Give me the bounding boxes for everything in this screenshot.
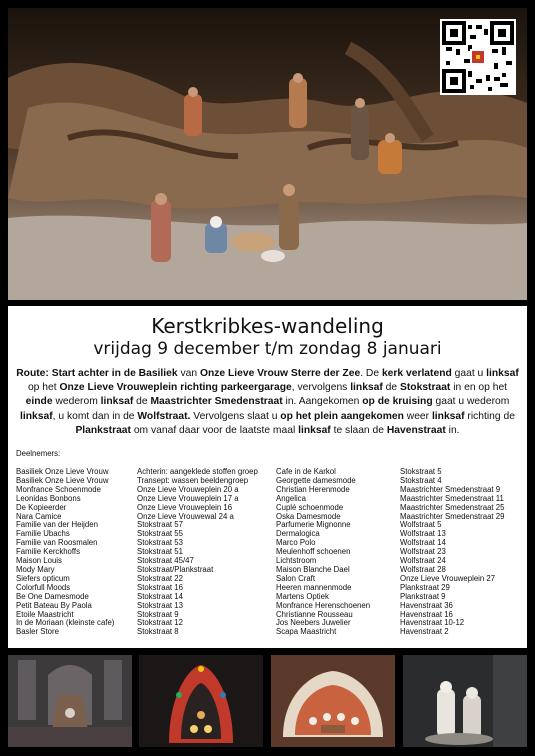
- route-segment: richting de: [464, 410, 515, 422]
- route-segment: Onze Lieve Vrouw Sterre der Zee: [199, 368, 361, 379]
- route-segment: linksaf: [298, 424, 331, 436]
- route-segment: , u komt dan in de: [52, 410, 138, 422]
- participants-names-column-2: [276, 468, 370, 637]
- route-segment: Route: Start achter in de Basiliek: [16, 368, 178, 379]
- participant-location: Stokstraat 14: [137, 591, 183, 601]
- participant-location: Stokstraat/Plankstraat: [137, 564, 214, 574]
- participant-name: Salon Craft: [276, 573, 316, 583]
- route-description: [14, 367, 521, 438]
- route-segment: de: [133, 396, 151, 408]
- route-segment: te slaan de: [330, 424, 387, 436]
- participant-name: Familie van der Heijden: [16, 520, 98, 530]
- participant-location: Stokstraat 9: [137, 609, 179, 619]
- route-segment: Onze Lieve Vrouweplein richting parkeergarage: [59, 382, 292, 394]
- participant-name: Colorfull Moods: [16, 582, 71, 592]
- participant-location: Wolfstraat 23: [400, 547, 446, 557]
- participant-name: Angelica: [276, 493, 306, 503]
- participant-name: Be One Damesmode: [16, 591, 89, 601]
- route-segment: Wolfstraat.: [137, 410, 191, 422]
- participant-name: Familie Ubachs: [16, 529, 70, 539]
- route-segment: kerk verlatend: [381, 368, 452, 379]
- participant-name: Georgette damesmode: [276, 475, 356, 485]
- participant-name: Marco Polo: [276, 538, 316, 548]
- participant-name: Jos Neebers Juwelier: [276, 618, 351, 628]
- page-title: Kerstkribkes-wandeling: [151, 314, 384, 338]
- participant-location: Plankstraat 29: [400, 582, 450, 592]
- route-segment: Havenstraat: [386, 424, 446, 436]
- participants-locations-column-2: [400, 468, 504, 637]
- route-segment: gaat u wederom: [432, 396, 510, 408]
- participant-location: Wolfstraat 5: [400, 520, 442, 530]
- route-segment: linksaf: [431, 410, 465, 422]
- participant-name: Maison Blanche Dael: [276, 564, 350, 574]
- participant-location: Plankstraat 9: [400, 591, 446, 601]
- photo-red-archway-crib: [139, 655, 263, 747]
- route-segment: weer: [403, 410, 432, 422]
- participant-name: Parfumerie Mignonne: [276, 520, 351, 530]
- route-segment: linksaf: [20, 410, 53, 422]
- participant-location: Wolfstraat 24: [400, 556, 446, 566]
- participants-locations-column: [137, 468, 258, 637]
- participant-location: Achterin: aangeklede stoffen groep: [137, 467, 258, 476]
- participant-name: Monfrance Herenschoenen: [276, 600, 371, 610]
- participant-location: Stokstraat 16: [137, 582, 183, 592]
- route-segment: in. Aangekomen: [282, 396, 363, 408]
- participant-location: Stokstraat 22: [137, 573, 183, 583]
- route-segment: einde: [25, 396, 53, 408]
- participant-name: De Kopieerder: [16, 502, 67, 512]
- photo-grotto-crib: [271, 655, 395, 747]
- participant-name: Familie van Roosmalen: [16, 538, 98, 548]
- participant-location: Maastrichter Smedenstraat 11: [400, 493, 504, 503]
- route-segment: Stokstraat: [400, 382, 451, 394]
- participant-name: Cafe in de Karkol: [276, 467, 336, 476]
- participant-location: Maastrichter Smedenstraat 9: [400, 484, 501, 494]
- participant-location: Stokstraat 53: [137, 538, 183, 548]
- participant-name: Monfrance Schoenmode: [16, 484, 101, 494]
- participant-location: Wolfstraat 28: [400, 564, 446, 574]
- participant-name: Basler Store: [16, 627, 59, 637]
- participant-name: Meulenhoff schoenen: [276, 547, 351, 557]
- photo-white-figures-crib: [403, 655, 527, 747]
- participant-name: Oska Damesmode: [276, 511, 341, 521]
- participant-location: Havenstraat 10-12: [400, 618, 465, 628]
- participants-label: Deelnemers:: [16, 449, 61, 458]
- route-segment: wederom: [52, 396, 101, 408]
- participant-location: Onze Lieve Vrouweplein 16: [137, 502, 233, 512]
- info-panel: [8, 306, 527, 648]
- participant-name: Nara Camice: [16, 511, 62, 521]
- route-segment: linksaf: [100, 396, 134, 408]
- participant-location: Wolfstraat 13: [400, 529, 446, 539]
- participant-name: Heeren mannenmode: [276, 582, 352, 592]
- qr-code[interactable]: [440, 19, 516, 95]
- participant-location: Havenstraat 16: [400, 609, 453, 619]
- route-segment: . De: [360, 368, 382, 379]
- route-segment: van: [177, 368, 200, 379]
- photo-church-nativity: [8, 655, 132, 747]
- route-segment: op het plein aangekomen: [280, 410, 404, 422]
- participant-location: Wolfstraat 14: [400, 538, 446, 548]
- participant-name: Basiliek Onze Lieve Vrouw: [16, 467, 109, 476]
- participant-name: Maison Louis: [16, 556, 62, 566]
- participant-location: Onze Lieve Vrouwewal 24 a: [137, 511, 234, 521]
- participant-name: Familie Kerckhoffs: [16, 547, 80, 557]
- route-segment: in.: [445, 424, 460, 436]
- participant-name: Siefers opticum: [16, 573, 70, 583]
- participant-name: Martens Optiek: [276, 591, 329, 601]
- participant-name: Lichtstroom: [276, 556, 317, 566]
- route-segment: de: [382, 382, 400, 394]
- participant-location: Stokstraat 45/47: [137, 556, 194, 566]
- participant-location: Transept: wassen beeldengroep: [137, 475, 249, 485]
- participant-location: Havenstraat 2: [400, 627, 449, 637]
- route-segment: om vanaf daar voor de laatste maal: [130, 424, 299, 436]
- participant-location: Stokstraat 13: [137, 600, 183, 610]
- participant-name: Cuplé schoenmode: [276, 502, 344, 512]
- participant-location: Onze Lieve Vrouweplein 20 a: [137, 484, 239, 494]
- participant-name: In de Moriaan (kleinste cafe): [16, 618, 115, 628]
- route-segment: linksaf: [350, 382, 383, 394]
- participant-name: Leonidas Bonbons: [16, 493, 81, 503]
- participant-location: Onze Lieve Vrouweplein 17 a: [137, 493, 239, 503]
- participant-name: Petit Bateau By Paola: [16, 600, 92, 610]
- participant-location: Onze Lieve Vrouweplein 27: [400, 573, 496, 583]
- participant-name: Christian Herenmode: [276, 484, 350, 494]
- participant-name: Scapa Maastricht: [276, 627, 337, 637]
- participant-name: Etoile Maastricht: [16, 609, 74, 619]
- route-segment: linksaf: [486, 368, 519, 379]
- route-segment: op het: [27, 382, 60, 394]
- route-segment: Maastrichter Smedenstraat: [150, 396, 283, 408]
- participants-names-column: [16, 468, 114, 637]
- route-segment: Vervolgens slaat u: [190, 410, 281, 422]
- participant-name: Dermalogica: [276, 529, 320, 539]
- participant-location: Stokstraat 12: [137, 618, 183, 628]
- participant-location: Stokstraat 51: [137, 547, 183, 557]
- route-segment: gaat u: [451, 368, 487, 379]
- date-range: vrijdag 9 december t/m zondag 8 januari: [93, 339, 442, 359]
- participant-name: Basiliek Onze Lieve Vrouw: [16, 475, 109, 485]
- route-segment: op de kruising: [362, 396, 433, 408]
- participant-name: Mody Mary: [16, 564, 55, 574]
- participant-location: Stokstraat 5: [400, 467, 442, 476]
- route-segment: Plankstraat: [75, 424, 131, 436]
- participant-name: Christianne Rousseau: [276, 609, 353, 619]
- route-segment: , vervolgens: [291, 382, 351, 394]
- participant-location: Stokstraat 8: [137, 627, 179, 637]
- participant-location: Maastrichter Smedenstraat 25: [400, 502, 505, 512]
- participant-location: Stokstraat 4: [400, 475, 442, 485]
- route-segment: in en op het: [450, 382, 508, 394]
- participant-location: Maastrichter Smedenstraat 29: [400, 511, 505, 521]
- participant-location: Stokstraat 57: [137, 520, 183, 530]
- participant-location: Stokstraat 55: [137, 529, 183, 539]
- participant-location: Havenstraat 36: [400, 600, 453, 610]
